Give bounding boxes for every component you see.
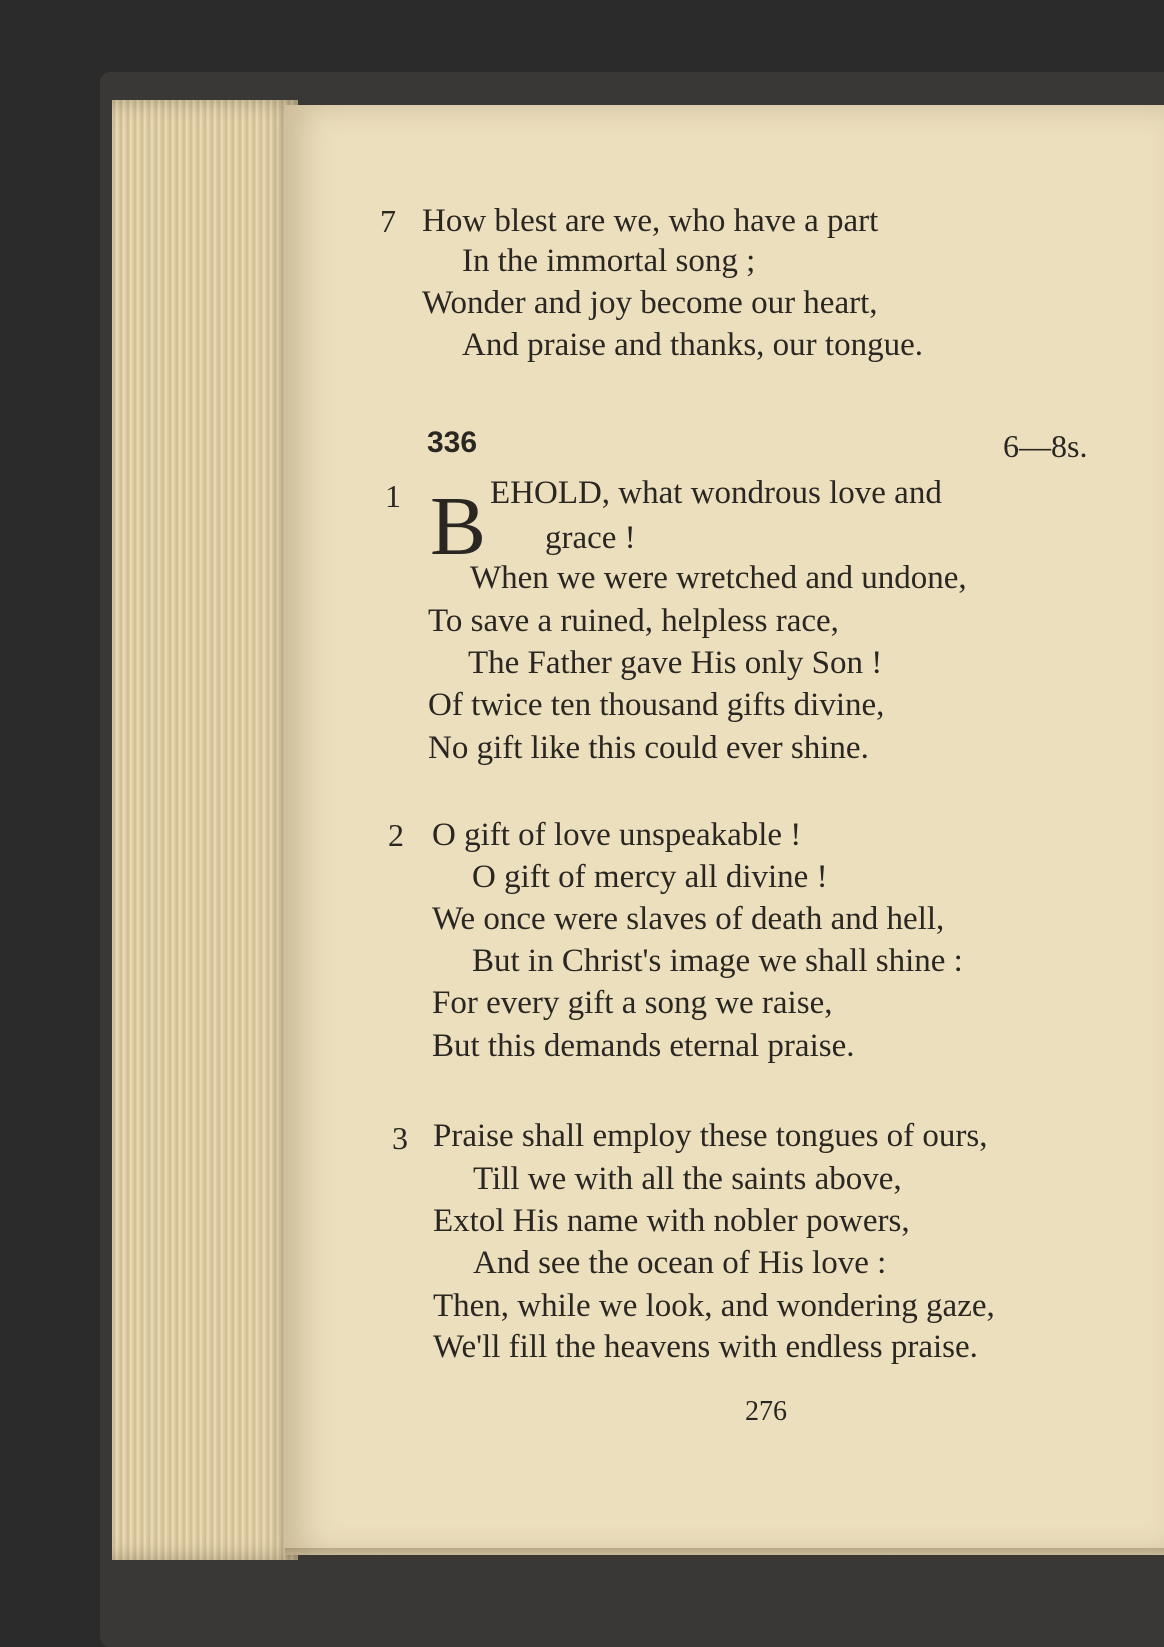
verse-line: But in Christ's image we shall shine : — [472, 943, 963, 979]
verse-line: Wonder and joy become our heart, — [422, 285, 878, 321]
verse-line: EHOLD, what wondrous love and — [490, 475, 942, 511]
page-number: 276 — [745, 1396, 787, 1427]
verse-line: When we were wretched and undone, — [470, 560, 967, 596]
verse-number: 2 — [388, 817, 404, 853]
verse-line: How blest are we, who have a part — [422, 203, 879, 239]
drop-cap: B — [430, 480, 487, 573]
verse-line: O gift of love unspeakable ! — [432, 817, 802, 853]
verse-line: We once were slaves of death and hell, — [432, 901, 945, 937]
verse-line: But this demands eternal praise. — [432, 1028, 855, 1064]
page-shadow — [285, 1548, 1164, 1562]
hymn-meter: 6—8s. — [1003, 428, 1088, 464]
verse-line: We'll fill the heavens with endless praise. — [433, 1329, 978, 1365]
verse-line: Till we with all the saints above, — [473, 1161, 902, 1197]
verse-number: 3 — [392, 1120, 408, 1156]
verse-number: 1 — [385, 478, 401, 514]
verse-line: O gift of mercy all divine ! — [472, 859, 828, 895]
verse-line: Extol His name with nobler powers, — [433, 1203, 910, 1239]
verse-number: 7 — [380, 203, 396, 239]
verse-line: For every gift a song we raise, — [432, 985, 833, 1021]
hymn-number: 336 — [427, 426, 478, 459]
page-edges — [112, 100, 298, 1560]
verse-line: Praise shall employ these tongues of ours, — [433, 1118, 988, 1154]
verse-line: To save a ruined, helpless race, — [428, 603, 839, 639]
verse-line: grace ! — [545, 520, 636, 556]
verse-line: Of twice ten thousand gifts divine, — [428, 687, 885, 723]
verse-line: In the immortal song ; — [462, 243, 756, 279]
verse-line: And see the ocean of His love : — [473, 1245, 887, 1281]
verse-line: And praise and thanks, our tongue. — [462, 327, 923, 363]
verse-line: No gift like this could ever shine. — [428, 730, 869, 766]
verse-line: The Father gave His only Son ! — [468, 645, 883, 681]
verse-line: Then, while we look, and wondering gaze, — [433, 1288, 995, 1324]
